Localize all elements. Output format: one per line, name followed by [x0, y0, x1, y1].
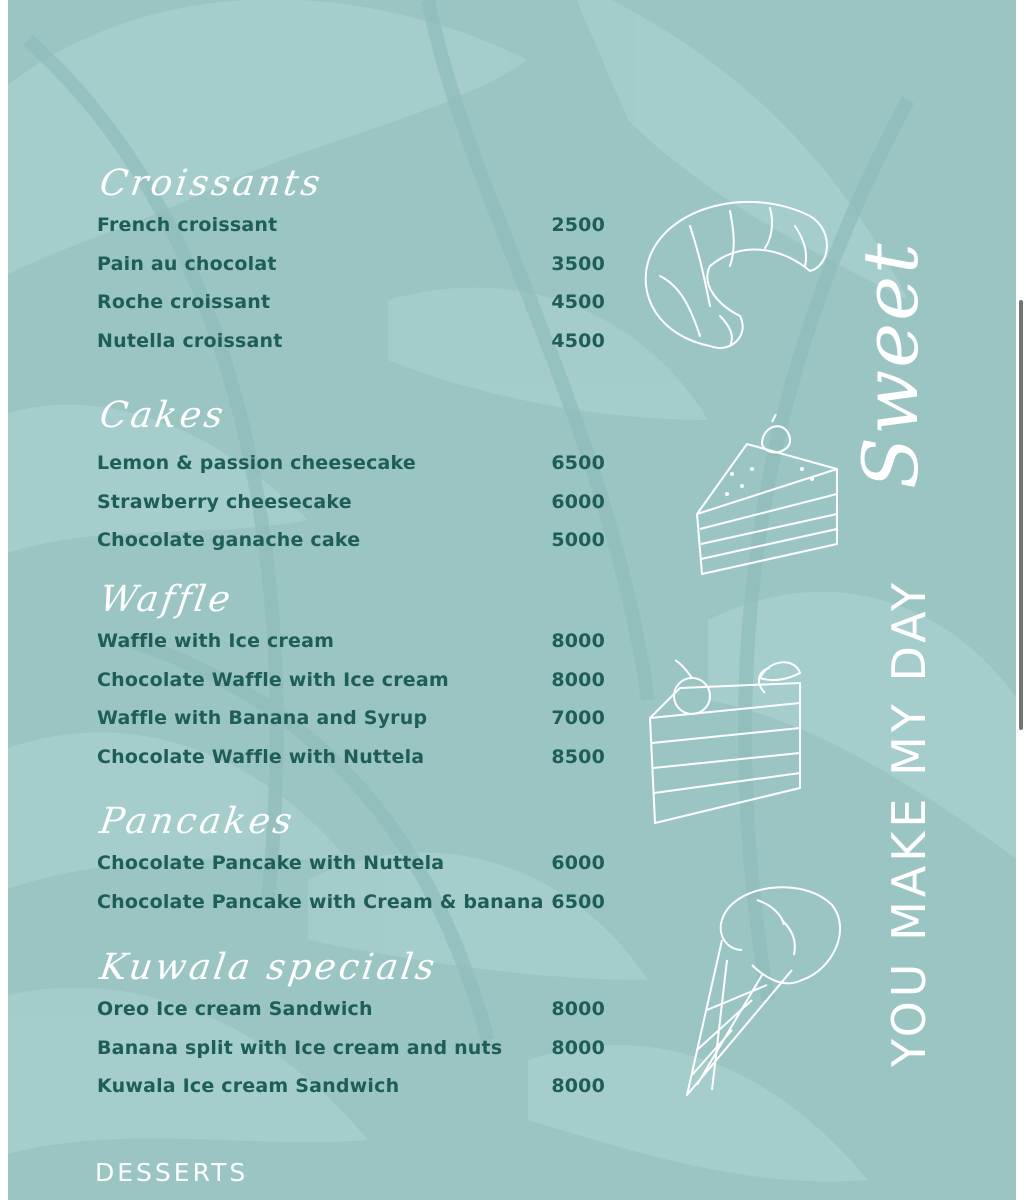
item-price: 8500 — [551, 745, 605, 768]
menu-item — [97, 622, 617, 661]
item-price: 8000 — [551, 630, 605, 652]
item-name: Nutella croissant — [97, 329, 283, 352]
tagline — [846, 175, 936, 1075]
menu-item — [97, 844, 617, 883]
menu-item — [97, 1067, 617, 1106]
item-price: 8000 — [551, 998, 605, 1020]
item-name: French croissant — [97, 214, 278, 236]
tagline-script: Sweet — [846, 241, 935, 489]
item-name: Chocolate Waffle with Ice cream — [97, 668, 449, 691]
section-kuwala-specials — [97, 946, 617, 1106]
item-price: 3500 — [551, 252, 605, 275]
item-price: 6500 — [551, 890, 605, 913]
menu-page — [8, 0, 1016, 1200]
item-name: Chocolate Pancake with Cream & banana — [97, 890, 544, 913]
item-name: Chocolate Pancake with Nuttela — [97, 852, 445, 874]
item-name: Waffle with Banana and Syrup — [97, 707, 428, 729]
item-name: Lemon & passion cheesecake — [97, 452, 416, 474]
menu-item — [97, 444, 617, 483]
footer-title: DESSERTS — [95, 1158, 249, 1187]
menu-item — [97, 661, 617, 700]
menu-item — [97, 322, 617, 361]
section-waffle — [97, 578, 617, 776]
tagline-caps: YOU MAKE MY DAY — [882, 578, 936, 1067]
item-name: Kuwala Ice cream Sandwich — [97, 1075, 400, 1097]
menu-item — [97, 521, 617, 560]
item-name: Banana split with Ice cream and nuts — [97, 1036, 503, 1059]
item-name: Pain au chocolat — [97, 252, 277, 275]
menu-item — [97, 1029, 617, 1068]
section-title: Pancakes — [97, 801, 298, 842]
section-cakes — [97, 394, 617, 560]
scrollbar[interactable] — [1017, 0, 1026, 1200]
menu-item — [97, 883, 617, 922]
item-name: Chocolate Waffle with Nuttela — [97, 745, 425, 768]
ice-cream-cone-icon — [682, 880, 852, 1100]
scrollbar-thumb[interactable] — [1019, 300, 1023, 730]
section-title: Cakes — [97, 395, 229, 436]
section-croissants — [97, 162, 617, 360]
section-title: Croissants — [97, 163, 326, 204]
menu-item — [97, 699, 617, 738]
section-title: Waffle — [97, 579, 236, 620]
item-price: 8000 — [551, 1075, 605, 1097]
cake-slice-icon — [692, 414, 842, 579]
item-price: 2500 — [551, 214, 605, 236]
item-name: Chocolate ganache cake — [97, 529, 361, 551]
layer-cake-icon — [640, 658, 810, 828]
item-name: Roche croissant — [97, 291, 271, 313]
item-price: 6000 — [551, 490, 605, 513]
menu-item — [97, 990, 617, 1029]
menu-item — [97, 738, 617, 777]
section-title: Kuwala specials — [97, 947, 440, 988]
item-price: 8000 — [551, 668, 605, 691]
item-price: 6000 — [551, 852, 605, 874]
item-name: Oreo Ice cream Sandwich — [97, 998, 373, 1020]
section-pancakes — [97, 800, 617, 921]
item-name: Strawberry cheesecake — [97, 490, 352, 513]
item-price: 8000 — [551, 1036, 605, 1059]
item-price: 5000 — [551, 529, 605, 551]
menu-item — [97, 283, 617, 322]
croissant-icon — [630, 186, 840, 356]
item-price: 6500 — [551, 452, 605, 474]
menu-item — [97, 245, 617, 284]
item-price: 4500 — [551, 291, 605, 313]
menu-item — [97, 483, 617, 522]
item-price: 7000 — [551, 707, 605, 729]
menu-item — [97, 206, 617, 245]
item-price: 4500 — [551, 329, 605, 352]
item-name: Waffle with Ice cream — [97, 630, 335, 652]
